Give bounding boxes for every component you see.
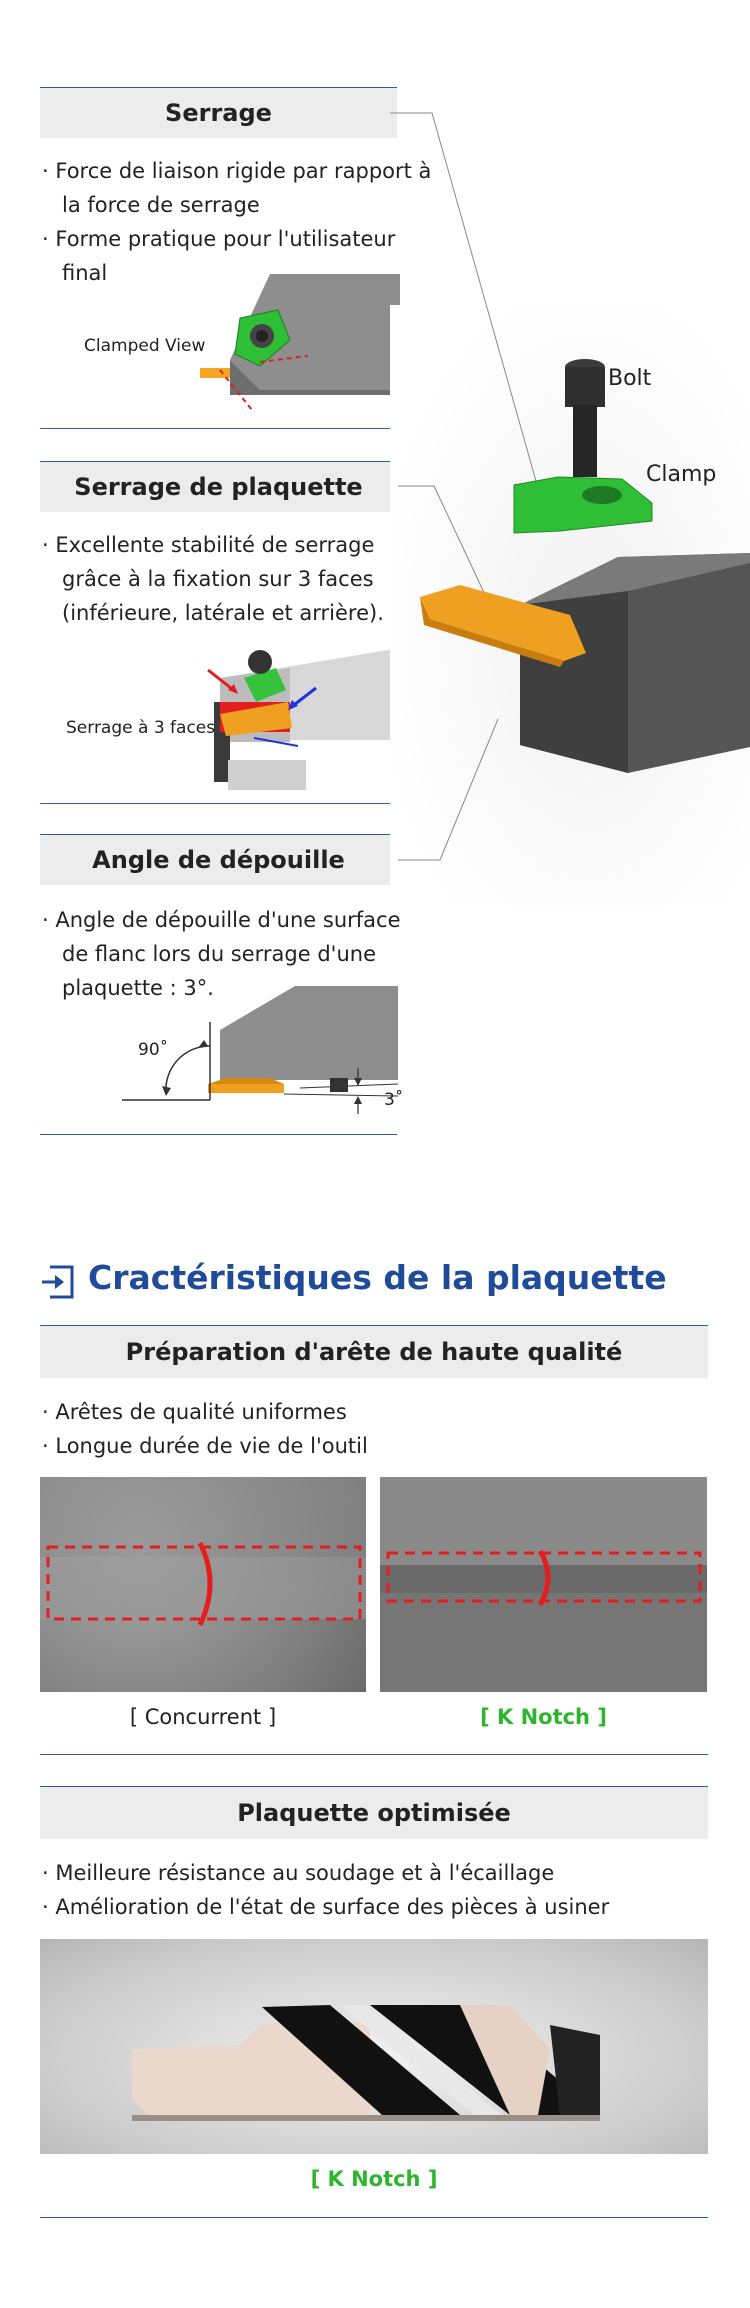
section-title-insert-clamping: Serrage de plaquette <box>40 461 397 512</box>
optimized-bullet-1: · Meilleure résistance au soudage et à l'écaillage <box>42 1856 722 1890</box>
clamping-bottom-rule <box>40 428 397 429</box>
clamping-bullet-1: · Force de liaison rigide par rapport à la force de serrage <box>42 154 432 222</box>
edge-prep-bullet-1: · Arêtes de qualité uniformes <box>42 1395 702 1429</box>
optimized-caption: [ K Notch ] <box>310 2167 438 2191</box>
angle-90-label: 90˚ <box>138 1040 169 1060</box>
section-title-relief-angle: Angle de dépouille <box>40 834 397 885</box>
three-face-clamping-diagram <box>200 642 400 792</box>
clamp-label: Clamp <box>646 462 717 487</box>
optimized-bottom-rule <box>40 2217 708 2218</box>
clamped-view-diagram <box>190 270 400 420</box>
relief-angle-bottom-rule <box>40 1134 397 1135</box>
section-title-clamping: Serrage <box>40 87 397 138</box>
concurrent-edge-photo <box>40 1477 366 1692</box>
relief-angle-bullet-1: · Angle de dépouille d'une surface de flanc lors du serrage d'une plaquette : 3°. <box>42 903 407 1005</box>
clamped-view-label: Clamped View <box>84 336 206 356</box>
three-face-label: Serrage à 3 faces <box>66 718 216 738</box>
knotch-caption: [ K Notch ] <box>480 1705 607 1729</box>
section-title-edge-prep: Préparation d'arête de haute qualité <box>40 1325 708 1378</box>
optimized-bullet-2: · Amélioration de l'état de surface des pièces à usiner <box>42 1890 722 1924</box>
insert-features-heading: Cractéristiques de la plaquette <box>88 1258 667 1297</box>
edge-prep-bullet-2: · Longue durée de vie de l'outil <box>42 1429 702 1463</box>
section-title-optimized-insert: Plaquette optimisée <box>40 1786 708 1839</box>
bolt-label: Bolt <box>608 366 652 391</box>
insert-clamping-bullet-1: · Excellente stabilité de serrage grâce à la fixation sur 3 faces (inférieure, latérale et arrière). <box>42 528 407 630</box>
angle-3-label: 3˚ <box>384 1090 404 1110</box>
clamping-bullet-2: · Forme pratique pour l'utilisateur final <box>42 222 432 290</box>
knotch-insert-photo <box>40 1939 708 2154</box>
arrow-in-icon <box>40 1265 74 1299</box>
knotch-edge-photo <box>380 1477 707 1692</box>
edge-prep-bottom-rule <box>40 1754 708 1755</box>
exploded-tool-view <box>390 105 750 905</box>
concurrent-caption: [ Concurrent ] <box>129 1705 277 1729</box>
insert-clamping-bottom-rule <box>40 803 397 804</box>
